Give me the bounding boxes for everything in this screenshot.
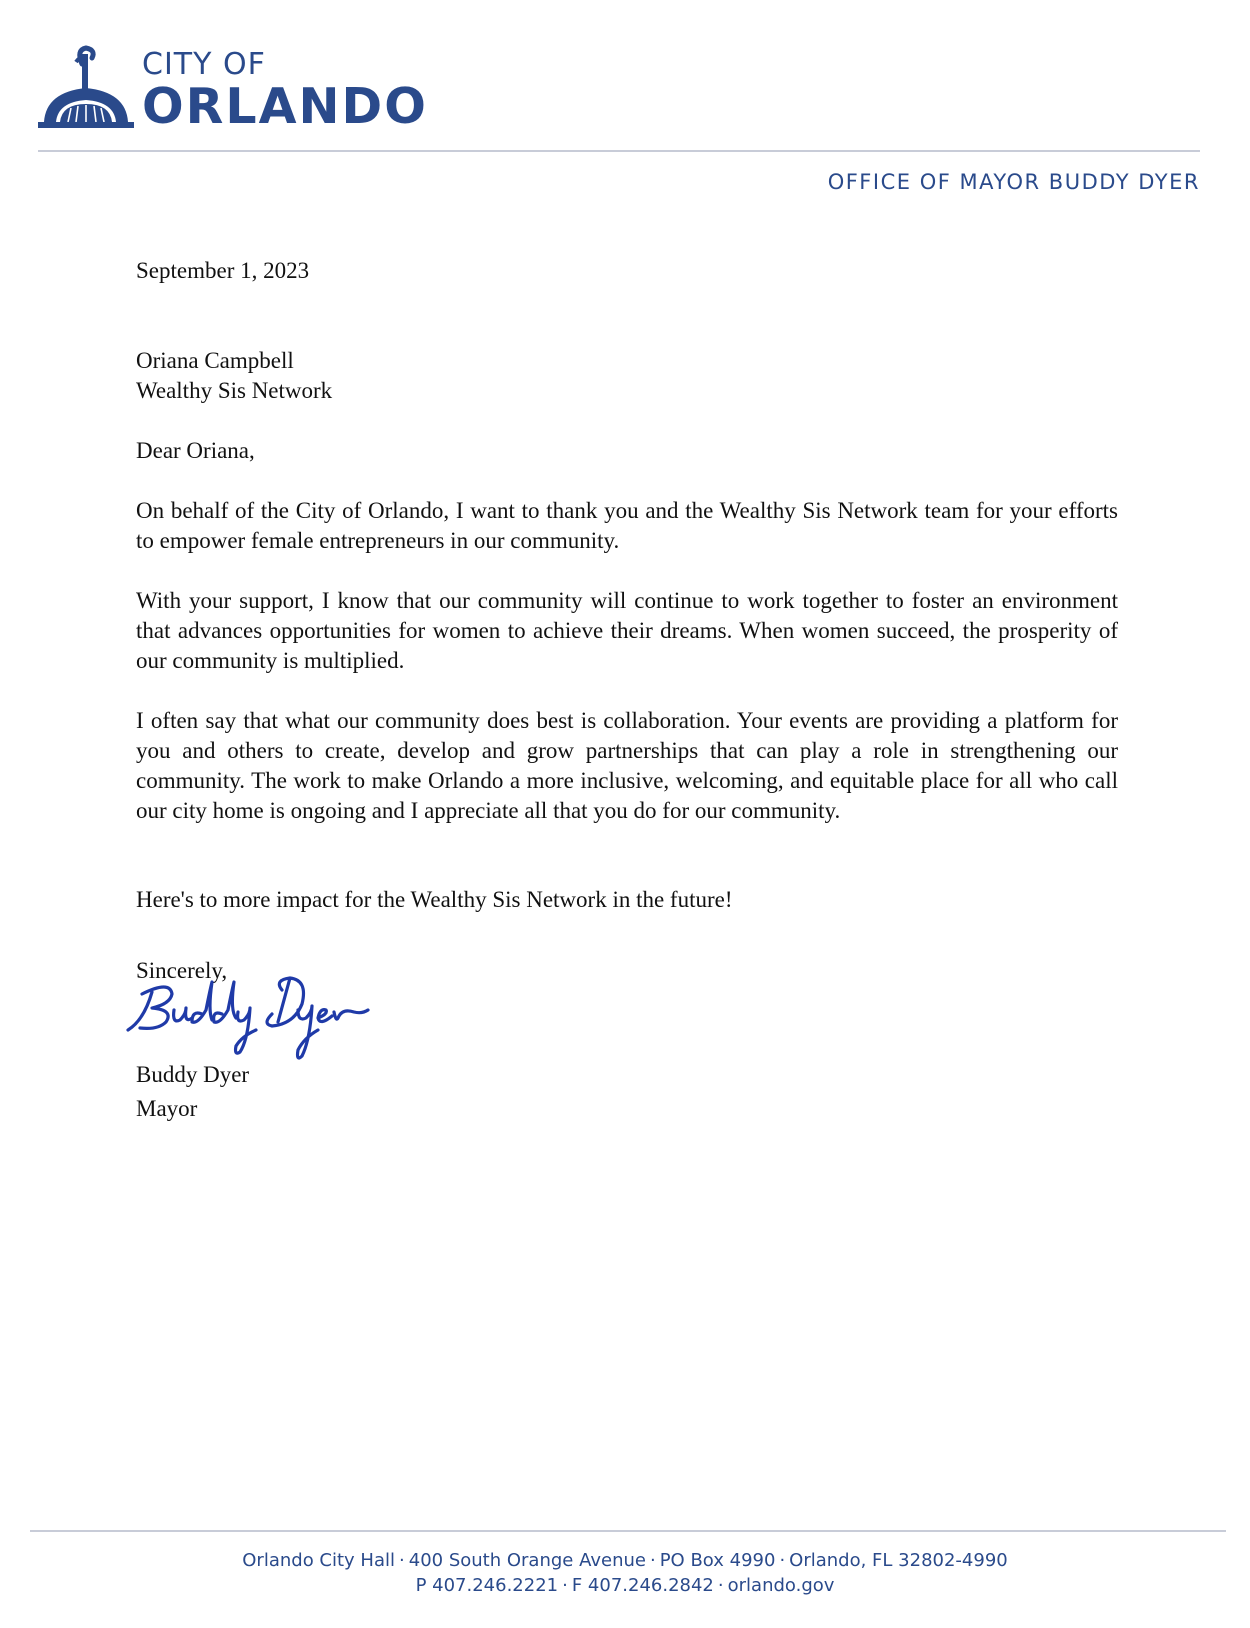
body-paragraph-3: I often say that what our community does best is collaboration. Your events are providing a platform for you and others to create, develop and grow partnerships that can play a role in strengthening our community. The work to make Orlando a more inclusive, welcoming, and equitable place for all who call our city home is ongoing and I appreciate all that you do for our community. bbox=[136, 708, 1118, 823]
body-paragraph-1: On behalf of the City of Orlando, I want to thank you and the Wealthy Sis Network team for your efforts to empower female entrepreneurs in our community. bbox=[136, 498, 1118, 553]
logo-wordmark bbox=[142, 47, 428, 135]
recipient-name: Oriana Campbell bbox=[136, 348, 294, 373]
footer-address-city: Orlando, FL 32802-4990 bbox=[789, 1550, 1008, 1571]
letter-date: September 1, 2023 bbox=[136, 258, 310, 283]
footer-contact: P 407.246.2221 · F 407.246.2842 · orlando.gov bbox=[415, 1575, 835, 1596]
body-paragraph-2: With your support, I know that our community will continue to work together to foster an environment that advances opportunities for women to achieve their dreams. When women succeed, the prosperity of our community is multiplied. bbox=[136, 588, 1118, 673]
city-of-orlando-logo bbox=[36, 44, 436, 134]
signer-name: Buddy Dyer bbox=[136, 1062, 250, 1087]
city-hall-dome-logo-icon bbox=[36, 44, 136, 134]
footer-address: Orlando City Hall · 400 South Orange Avenue · PO Box 4990 · Orlando, FL 32802-4990 bbox=[242, 1550, 1008, 1571]
header-divider bbox=[38, 150, 1200, 152]
recipient-organization: Wealthy Sis Network bbox=[136, 378, 333, 403]
recipient-block bbox=[136, 346, 1118, 406]
footer-address-pobox: PO Box 4990 bbox=[659, 1550, 776, 1571]
footer-divider bbox=[30, 1530, 1226, 1532]
footer-address-street: 400 South Orange Avenue bbox=[408, 1550, 646, 1571]
footer-phone: P 407.246.2221 bbox=[415, 1575, 559, 1596]
footer-website-link[interactable]: orlando.gov bbox=[727, 1575, 835, 1596]
footer-fax: F 407.246.2842 bbox=[571, 1575, 714, 1596]
body-paragraph-4: Here's to more impact for the Wealthy Sis Network in the future! bbox=[136, 887, 733, 912]
closing: Sincerely, bbox=[136, 958, 228, 983]
letterhead bbox=[0, 0, 1250, 200]
signer-title: Mayor bbox=[136, 1096, 198, 1121]
salutation: Dear Oriana, bbox=[136, 438, 255, 463]
logo-orlando: ORLANDO bbox=[142, 78, 428, 135]
office-title: OFFICE OF MAYOR BUDDY DYER bbox=[827, 170, 1200, 194]
footer-address-building: Orlando City Hall bbox=[242, 1550, 396, 1571]
logo-city-of: CITY OF bbox=[142, 47, 266, 82]
